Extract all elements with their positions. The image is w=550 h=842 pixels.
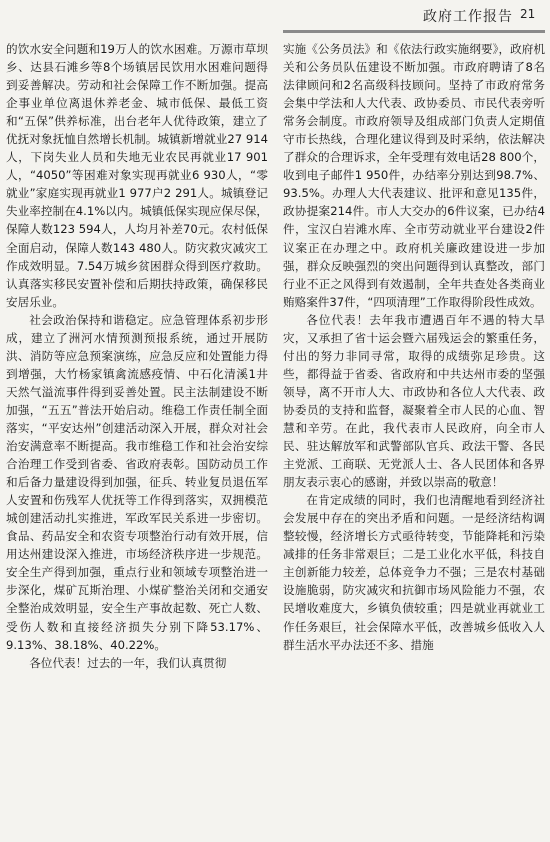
paragraph: 在肯定成绩的同时，我们也清醒地看到经济社会发展中存在的突出矛盾和问题。一是经济结构调整较慢，经济增长方式亟待转变，节能降耗和污染减排的任务非常艰巨；二是工业化水平低，科技自主创新能力较差，总体竞争力不强；三是农村基础设施脆弱，防灾减灾和抗御市场风险能力不强，农民增收难度大，乡镇负债较重；四是就业再就业工作任务艰巨，社会保障水平低，改善城乡低收入人群生活水平办法还不多、措施 (283, 493, 545, 652)
paragraph: 的饮水安全问题和19万人的饮水困难。万源市草坝乡、达县石滩乡等8个场镇居民饮用水困难问题得到妥善解决。劳动和社会保障工作不断加强。提高企事业单位离退休养老金、城市低保、最低工资和“五保”供养标准，出台老年人优待政策，建立了优抚对象抚恤自然增长机制。城镇新增就业27 914人，下岗失业人员和失地无业农民再就业17 901人，“4050”等困难对象实现再就业6 930人，“零就业”家庭实现再就业1 977户2 291人。城镇登记失业率控制在4.1%以内。城镇低保实现应保尽保，保障人数123 594人，人均月补差70元。农村低保全面启动，保障人数143 480人。防灾救灾减灾工作成效明显。7.54万城乡贫困群众得到医疗救助。认真落实移民安置补偿和后期扶持政策，确保移民安居乐业。 (6, 42, 268, 309)
paragraph: 实施《公务员法》和《依法行政实施纲要》，政府机关和公务员队伍建设不断加强。市政府聘请了8名法律顾问和2名高级科技顾问。坚持了市政府常务会集中学法和人大代表、政协委员、市民代表旁听常务会制度。市政府领导及组成部门负责人定期值守市长热线，合理化建议得到及时采纳，依法解决了群众的合理诉求，全年受理有效电话28 800个，收到电子邮件1 950件，办结率分别达到98.7%、93.5%。办理人大代表建议、批评和意见135件，政协提案214件。市人大交办的6件议案，已办结4件，宝汉白岩滩水库、全市劳动就业平台建设2件议案正在办理之中。政府机关廉政建设进一步加强，群众反映强烈的突出问题得到认真整改，部门行业不正之风得到有效遏制，全年共查处各类商业贿赂案件37件，“四项清理”工作取得阶段性成效。 (283, 42, 545, 309)
header-rule (283, 30, 545, 33)
page-number: 21 (520, 7, 536, 21)
running-header-title: 政府工作报告 (423, 9, 513, 25)
paragraph: 各位代表！过去的一年，我们认真贯彻 (29, 655, 227, 670)
right-column (283, 40, 545, 840)
left-column (6, 40, 268, 840)
paragraph: 社会政治保持和谐稳定。应急管理体系初步形成，建立了洲河水情预测预报系统，通过开展防洪、消防等应急预案演练，应急反应和处置能力得到增强，大竹杨家镇禽流感疫情、中石化清溪1井天然气溢流事件得到妥善处置。民主法制建设不断加强，“五五”普法开始启动。维稳工作责任制全面落实，“平安达州”创建活动深入开展，群众对社会治安满意率不断提高。我市维稳工作和社会治安综合治理工作受到省委、省政府表彰。国防动员工作和后备力量建设得到加强，征兵、转业复员退伍军人安置和伤残军人优抚等工作得到落实，双拥模范城创建活动扎实推进，军政军民关系进一步密切。食品、药品安全和农资专项整治行动有效开展，信用达州建设深入推进，市场经济秩序进一步规范。安全生产得到加强，重点行业和领域专项整治进一步深化，煤矿瓦斯治理、小煤矿整治关闭和交通安全整治成效明显，安全生产事故起数、死亡人数、受伤人数和直接经济损失分别下降53.17%、9.13%、38.18%、40.22%。 (6, 312, 268, 652)
paragraph: 各位代表！去年我市遭遇百年不遇的特大旱灾，又承担了省十运会暨六届残运会的繁重任务，付出的努力非同寻常，取得的成绩弥足珍贵。这些，都得益于省委、省政府和中共达州市委的坚强领导，离不开市人大、市政协和各位人大代表、政协委员的支持和监督，凝聚着全市人民的心血、智慧和辛劳。在此，我代表市人民政府，向全市人民、驻达解放军和武警部队官兵、政法干警、各民主党派、工商联、无党派人士、各人民团体和各界朋友表示衷心的感谢，并致以崇高的敬意！ (283, 312, 545, 490)
